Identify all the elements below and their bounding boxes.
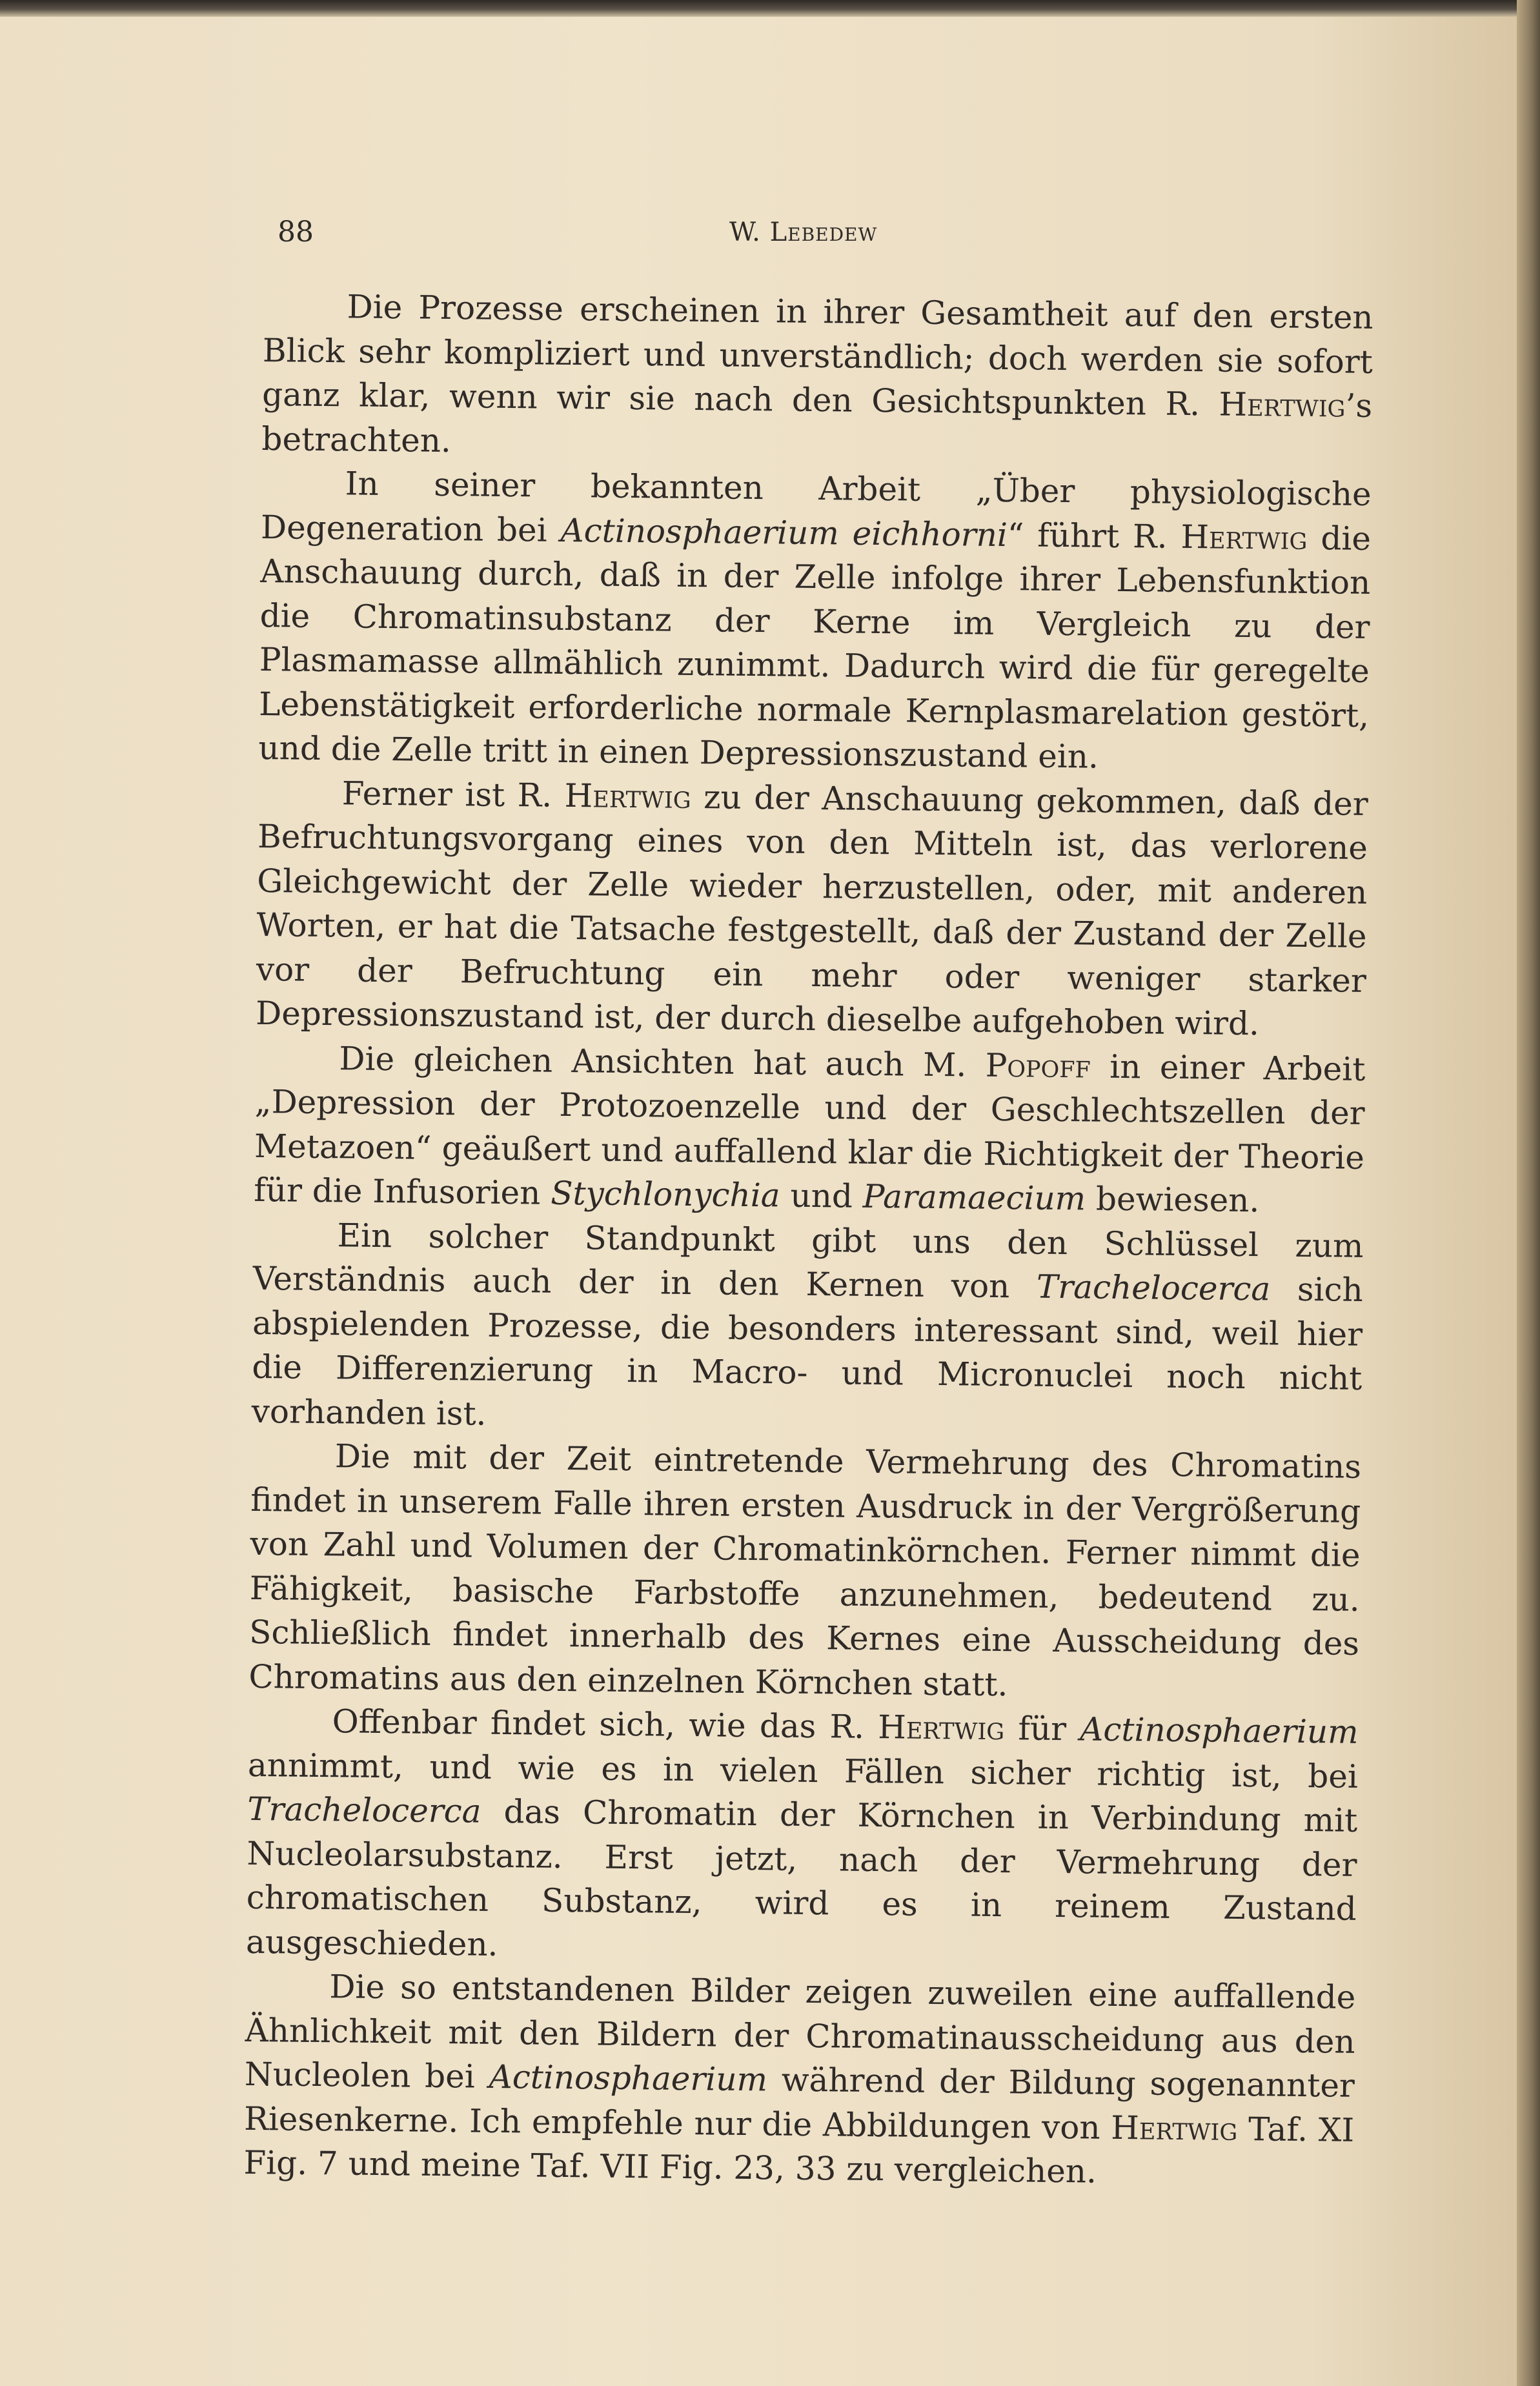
italic-term: Trachelocerca — [1036, 1268, 1271, 1308]
paragraph — [261, 284, 1373, 472]
text-run: Die gleichen Ansichten hat auch M. — [339, 1039, 986, 1084]
scan-top-edge — [0, 0, 1540, 17]
text-run: annimmt, und wie es in vielen Fällen sicher richtig ist, bei — [247, 1746, 1359, 1795]
text-run: für — [1004, 1710, 1080, 1748]
italic-term: Stychlonychia — [550, 1174, 780, 1215]
body-text — [243, 284, 1373, 2196]
author-reference: Hertwig — [1219, 385, 1346, 425]
paragraph — [256, 770, 1368, 1047]
book-gutter-edge — [1517, 0, 1540, 2386]
text-run: bewiesen. — [1085, 1180, 1260, 1220]
author-reference: Popoff — [985, 1046, 1091, 1085]
author-name: Lebedew — [769, 217, 878, 247]
page-number: 88 — [278, 216, 314, 248]
text-run: in einer Arbeit „Depression der Protozoenzelle und der Geschlechtszellen der Metazoen“ geäußert und auffallend klar die Richtigkeit der Theorie für die Infusorien — [253, 1047, 1366, 1212]
italic-term: Actinosphaerium — [1080, 1710, 1359, 1751]
text-run: die Anschauung durch, daß in der Zelle infolge ihrer Lebensfunktion die Chromatinsubstanz der Kerne im Vergleich zu der Plasmamasse allmählich zunimmt. Dadurch wird die für geregelte Lebenstätigkeit erforderliche normale Kernplasmarelation gestört, und die Zelle tritt in einen Depressionszustand ein. — [258, 519, 1372, 776]
running-head-author — [729, 213, 877, 252]
paragraph — [251, 1212, 1363, 1444]
text-run: In seiner bekannten Arbeit „Über physiologische Degeneration bei — [260, 465, 1372, 549]
text-run: während der Bildung sogenannter Riesenkerne. Ich empfehle nur die Abbildungen von — [243, 2061, 1355, 2147]
italic-term: Trachelocerca — [247, 1790, 481, 1830]
author-reference: Hertwig — [1180, 518, 1308, 557]
paragraph — [246, 1699, 1359, 1976]
paragraph — [258, 461, 1372, 782]
text-run: Taf. XI Fig. 7 und meine Taf. VII Fig. 23, 33 zu vergleichen. — [243, 2110, 1355, 2190]
text-run: Offenbar findet sich, wie das R. — [332, 1703, 878, 1746]
paragraph — [243, 1964, 1355, 2196]
italic-term: Actinosphaerium — [489, 2057, 768, 2099]
text-run: Die mit der Zeit eintretende Vermehrung des Chromatins findet in unserem Falle ihren ersten Ausdruck in der Vergrößerung von Zahl und Volumen der Chromatinkörnchen. Ferner nimmt die Fähigkeit, basische Farbstoffe anzunehmen, bedeutend zu. Schließlich findet innerhalb des Kernes eine Ausscheidung des Chromatins aus den einzelnen Körnchen statt. — [248, 1437, 1362, 1703]
text-run: Die so entstandenen Bilder zeigen zuweilen eine auffallende Ähnlichkeit mit den Bildern der Chromatinausscheidung aus den Nucleolen bei — [244, 1968, 1356, 2096]
author-reference: Hertwig — [564, 776, 692, 816]
author-reference: Hertwig — [878, 1708, 1005, 1748]
text-run: “ führt R. — [1007, 516, 1181, 556]
author-initial: W. — [729, 217, 761, 247]
author-reference: Hertwig — [1111, 2108, 1238, 2148]
text-run: zu der Anschauung gekommen, daß der Befruchtungsvorgang eines von den Mitteln ist, das verlorene Gleichgewicht der Zelle wieder herzustellen, oder, mit anderen Worten, er hat die Tatsache festgestellt, daß der Zustand der Zelle vor der Befruchtung ein mehr oder weniger starker Depressionszustand ist, der durch dieselbe aufgehoben wird. — [255, 778, 1368, 1043]
text-run: Die Prozesse erscheinen in ihrer Gesamtheit auf den ersten Blick sehr kompliziert und unverständlich; doch werden sie sofort ganz klar, wenn wir sie nach den Gesichtspunkten R. — [261, 288, 1373, 423]
italic-term: Actinosphaerium eichhorni — [560, 511, 1008, 554]
text-run: und — [780, 1177, 864, 1215]
text-run: Ferner ist R. — [341, 774, 565, 814]
text-run: das Chromatin der Körnchen in Verbindung mit Nucleolarsubstanz. Erst jetzt, nach der Vermehrung der chromatischen Substanz, wird es in reinem Zustand ausgeschieden. — [245, 1792, 1358, 1963]
italic-term: Paramaecium — [862, 1177, 1086, 1218]
text-run: ’s betrachten. — [261, 387, 1373, 460]
running-header — [278, 213, 1391, 252]
paragraph — [254, 1035, 1366, 1224]
text-run: sich abspielenden Prozesse, die besonders interessant sind, weil hier die Differenzierung in Macro- und Micronuclei noch nicht vorhanden ist. — [251, 1270, 1364, 1433]
paragraph — [248, 1433, 1361, 1710]
text-run: Ein solcher Standpunkt gibt uns den Schlüssel zum Verständnis auch der in den Kernen von — [252, 1216, 1364, 1306]
